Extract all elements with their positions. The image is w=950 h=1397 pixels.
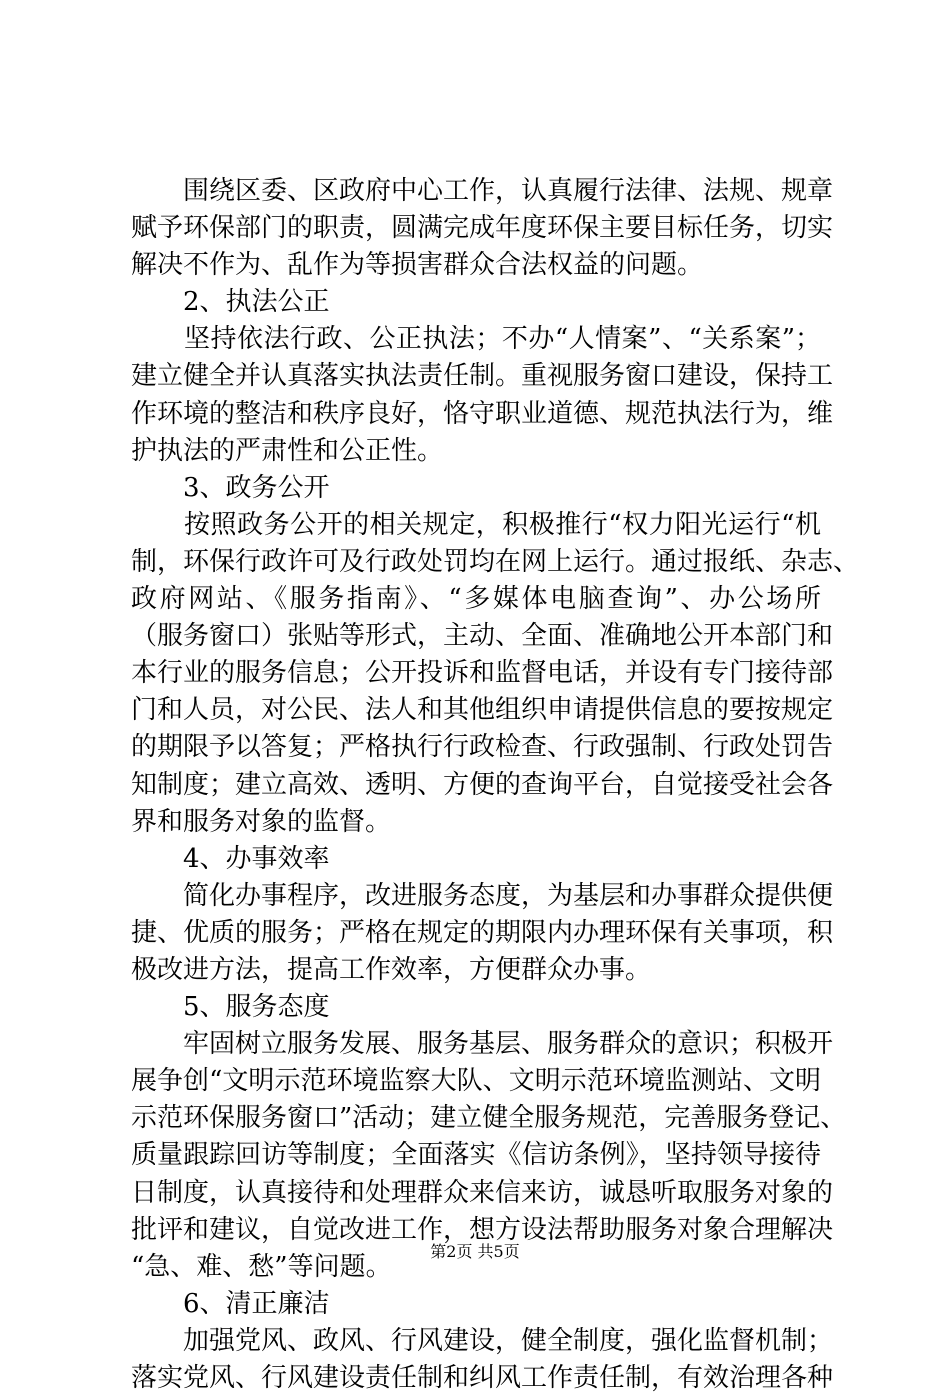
text-line: 加强党风、政风、行风建设，健全制度，强化监督机制； <box>131 1325 834 1356</box>
text-line: 简化办事程序，改进服务态度，为基层和办事群众提供便 <box>131 880 834 911</box>
text-line: 牢固树立服务发展、服务基层、服务群众的意识；积极开 <box>131 1029 834 1060</box>
text-line: （服务窗口）张贴等形式，主动、全面、准确地公开本部门和 <box>131 621 834 652</box>
text-line: 制，环保行政许可及行政处罚均在网上运行。通过报纸、杂志、 <box>131 546 860 577</box>
page-footer: 第2页 共5页 <box>430 1242 520 1261</box>
document-body <box>131 173 860 1397</box>
text-line: 围绕区委、区政府中心工作，认真履行法律、法规、规章 <box>131 176 834 206</box>
text-line: 示范环保服务窗口”活动；建立健全服务规范，完善服务登记、 <box>131 1103 847 1134</box>
text-line: 作环境的整洁和秩序良好，恪守职业道德、规范执法行为，维 <box>131 398 834 429</box>
text-line: 批评和建议，自觉改进工作，想方设法帮助服务对象合理解决 <box>131 1214 834 1245</box>
text-line: 政府网站、《服务指南》、“多媒体电脑查询”、办公场所 <box>131 584 821 615</box>
text-line: 界和服务对象的监督。 <box>131 806 392 837</box>
text-line: 落实党风、行风建设责任制和纠风工作责任制，有效治理各种 <box>131 1363 834 1393</box>
text-line: 极改进方法，提高工作效率，方便群众办事。 <box>131 954 652 985</box>
text-line: 4、办事效率 <box>131 843 330 874</box>
text-line: 知制度；建立高效、透明、方便的查询平台，自觉接受社会各 <box>131 769 834 800</box>
text-line: 赋予环保部门的职责，圆满完成年度环保主要目标任务，切实 <box>131 213 834 244</box>
text-line: 本行业的服务信息；公开投诉和监督电话，并设有专门接待部 <box>131 658 834 689</box>
text-line: 的期限予以答复；严格执行行政检查、行政强制、行政处罚告 <box>131 732 834 763</box>
text-line: “急、难、愁”等问题。 <box>131 1251 392 1282</box>
text-line: 捷、优质的服务；严格在规定的期限内办理环保有关事项，积 <box>131 917 834 948</box>
text-line: 6、清正廉洁 <box>131 1288 330 1319</box>
text-line: 日制度，认真接待和处理群众来信来访，诚恳听取服务对象的 <box>131 1177 834 1208</box>
text-line: 解决不作为、乱作为等损害群众合法权益的问题。 <box>131 250 704 281</box>
text-line: 坚持依法行政、公正执法；不办“人情案”、“关系案”； <box>131 324 821 355</box>
text-line: 建立健全并认真落实执法责任制。重视服务窗口建设，保持工 <box>131 361 834 392</box>
text-line: 按照政务公开的相关规定，积极推行“权力阳光运行“机 <box>131 509 821 540</box>
text-line: 质量跟踪回访等制度；全面落实《信访条例》，坚持领导接待 <box>131 1140 821 1171</box>
text-line: 门和人员，对公民、法人和其他组织申请提供信息的要按规定 <box>131 695 834 726</box>
text-line: 5、服务态度 <box>131 992 330 1023</box>
text-line: 2、执法公正 <box>131 287 330 318</box>
text-line: 3、政务公开 <box>131 472 330 503</box>
text-line: 展争创“文明示范环境监察大队、文明示范环境监测站、文明 <box>131 1066 821 1097</box>
text-line: 护执法的严肃性和公正性。 <box>131 435 444 466</box>
